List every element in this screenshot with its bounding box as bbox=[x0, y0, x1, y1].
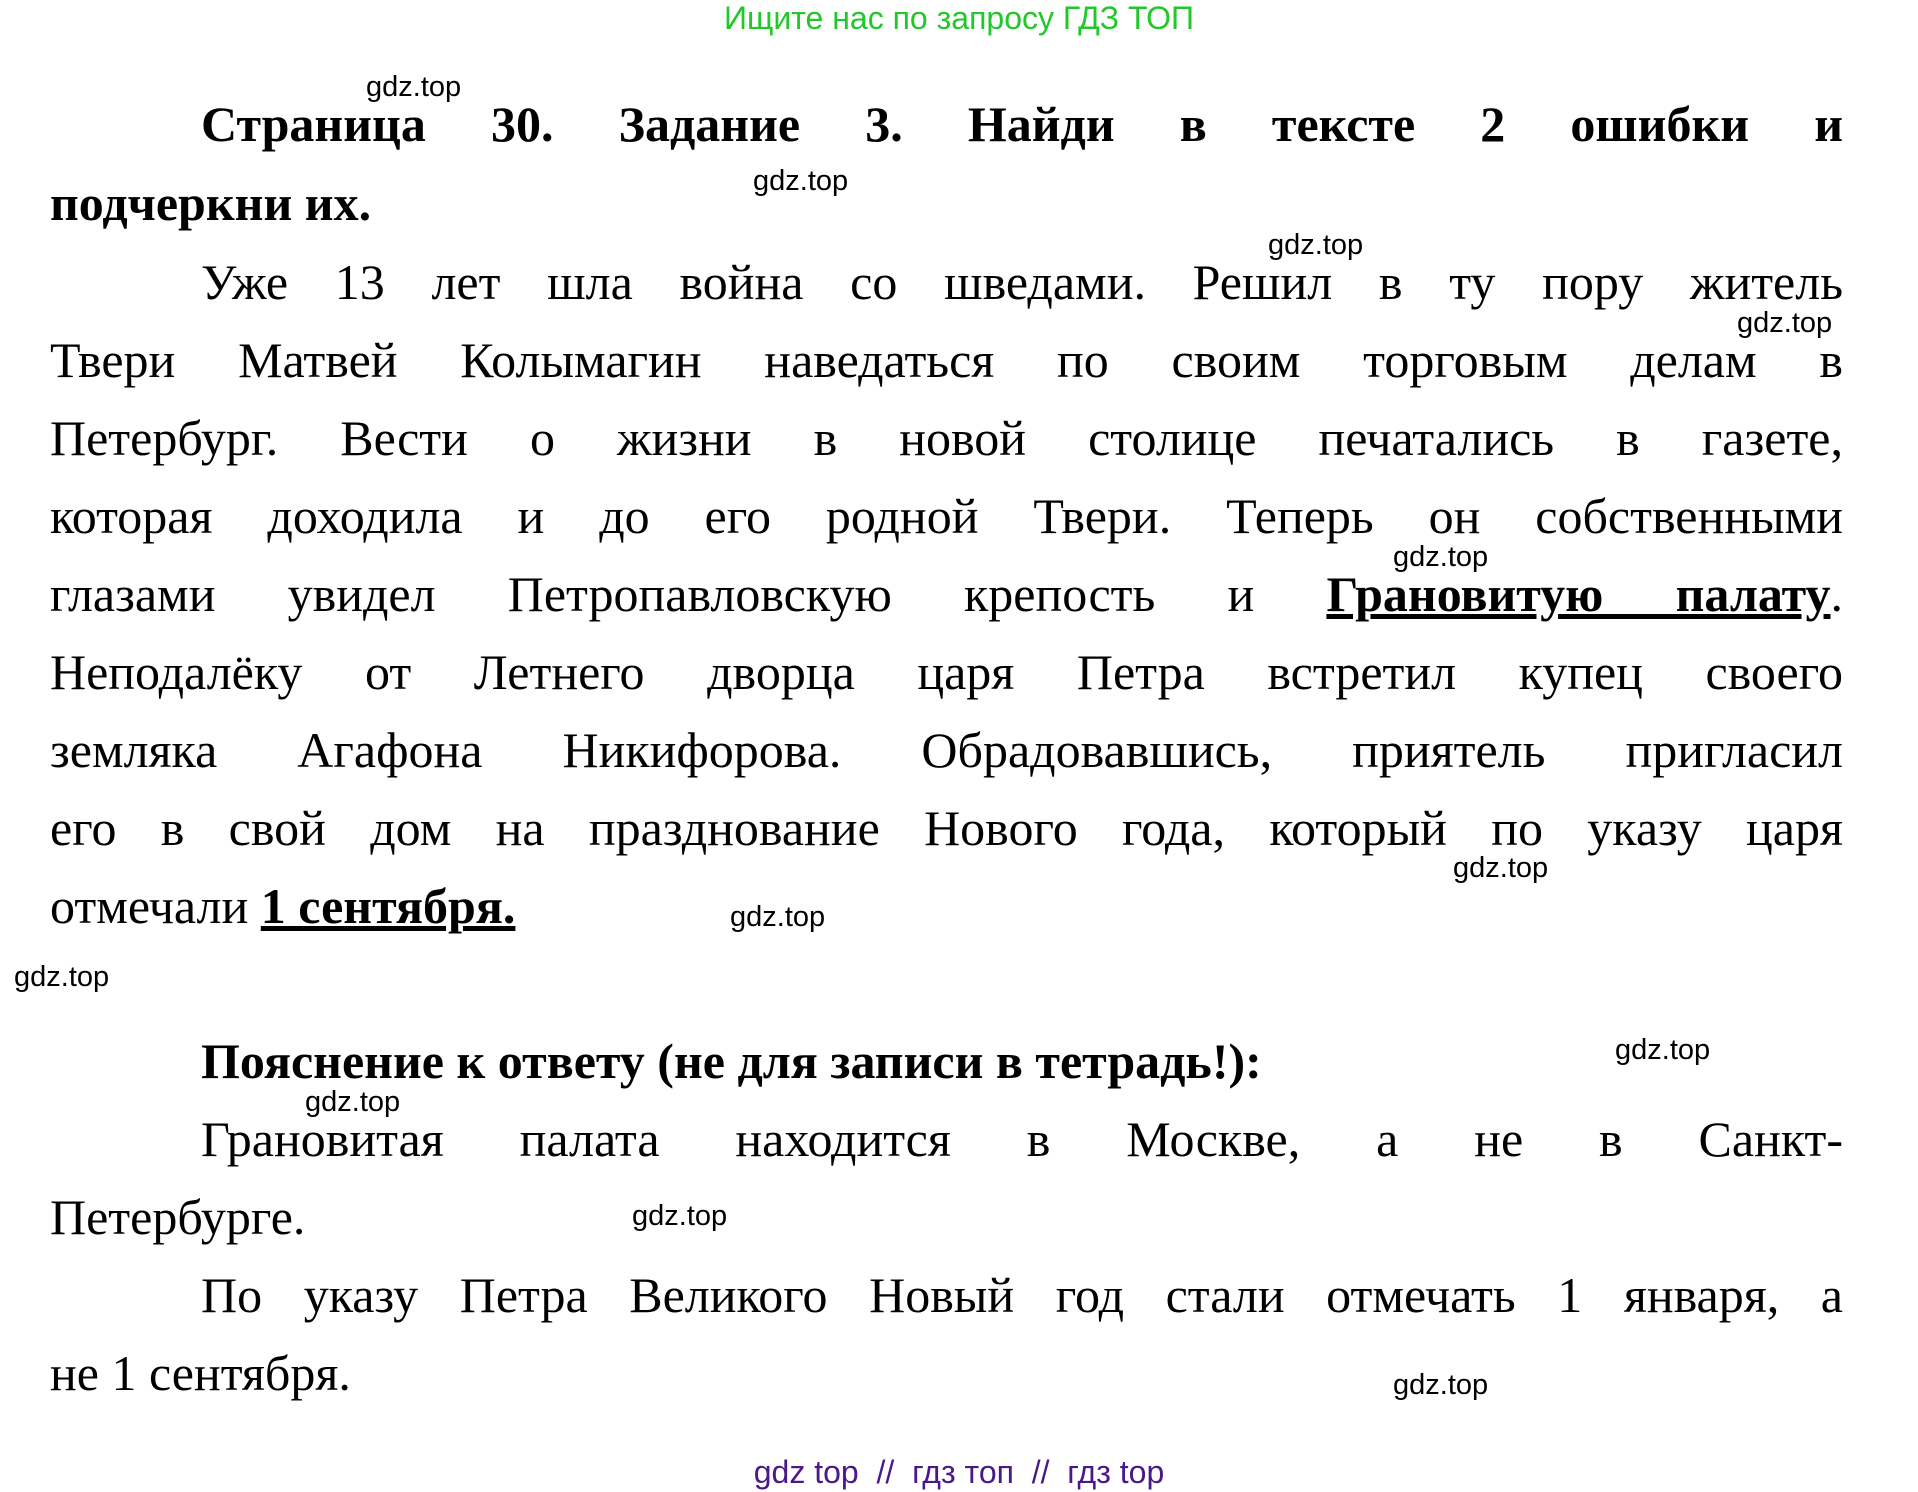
text-line: Твери Матвей Колымагин наведаться по своим торговым делам в bbox=[50, 332, 1843, 388]
text-line: которая доходила и до его родной Твери. Теперь он собственными bbox=[50, 488, 1843, 544]
footer-links: gdz top // гдз топ // гдз top bbox=[753, 1454, 1165, 1490]
text-fragment: глазами увидел Петропавловскую крепость и bbox=[50, 566, 1327, 622]
text-line bbox=[50, 876, 1843, 936]
task-title-line-1: Страница 30. Задание 3. Найди в тексте 2 ошибки и bbox=[201, 96, 1843, 152]
watermark: gdz.top bbox=[753, 165, 849, 197]
watermark: gdz.top bbox=[1615, 1034, 1711, 1066]
task-title-line-2: подчеркни их. bbox=[50, 175, 372, 231]
text-line: Неподалёку от Летнего дворца царя Петра встретил купец своего bbox=[50, 644, 1843, 700]
watermark: gdz.top bbox=[366, 71, 462, 103]
watermark: gdz.top bbox=[1453, 852, 1549, 884]
error-highlight: 1 сентября. bbox=[260, 878, 516, 934]
text-line: его в свой дом на празднование Нового года, который по указу царя bbox=[50, 800, 1843, 856]
explanation-heading: Пояснение к ответу (не для записи в тетрадь!): bbox=[201, 1033, 1262, 1089]
text-line: Петербург. Вести о жизни в новой столице печатались в газете, bbox=[50, 410, 1843, 466]
watermark: gdz.top bbox=[1737, 307, 1833, 339]
error-highlight: Грановитую палату bbox=[1326, 566, 1831, 622]
text-fragment: . bbox=[1830, 566, 1843, 622]
watermark: gdz.top bbox=[1268, 229, 1364, 261]
watermark: gdz.top bbox=[632, 1200, 728, 1232]
text-line bbox=[50, 564, 1843, 624]
explanation-line: не 1 сентября. bbox=[50, 1345, 351, 1401]
watermark: gdz.top bbox=[1393, 1369, 1489, 1401]
explanation-line: Грановитая палата находится в Москве, а не в Санкт- bbox=[201, 1111, 1843, 1167]
watermark: gdz.top bbox=[1393, 541, 1489, 573]
text-line: земляка Агафона Никифорова. Обрадовавшись, приятель пригласил bbox=[50, 722, 1843, 778]
watermark: gdz.top bbox=[730, 901, 826, 933]
watermark: gdz.top bbox=[305, 1086, 401, 1118]
search-hint-header: Ищите нас по запросу ГДЗ ТОП bbox=[724, 0, 1194, 36]
text-fragment: отмечали bbox=[50, 878, 261, 934]
text-line: Уже 13 лет шла война со шведами. Решил в ту пору житель bbox=[201, 254, 1843, 310]
watermark: gdz.top bbox=[14, 961, 110, 993]
explanation-line: Петербурге. bbox=[50, 1189, 306, 1245]
explanation-line: По указу Петра Великого Новый год стали отмечать 1 января, а bbox=[201, 1267, 1843, 1323]
